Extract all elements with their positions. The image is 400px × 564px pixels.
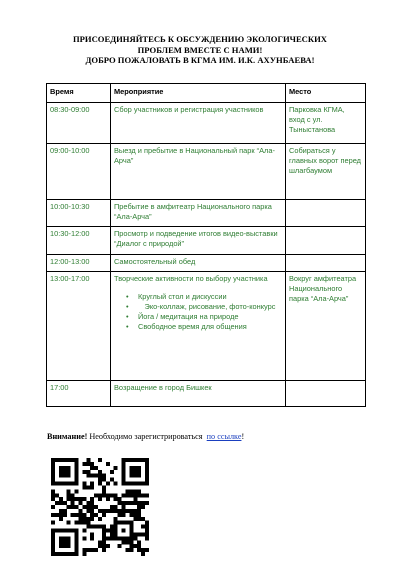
heading-line-1: ПРИСОЕДИНЯЙТЕСЬ К ОБСУЖДЕНИЮ ЭКОЛОГИЧЕСКИХ <box>72 34 328 44</box>
table-row <box>47 381 366 407</box>
notice-text: Необходимо зарегистрироваться <box>89 432 203 441</box>
table-row <box>47 144 366 200</box>
notice-label: Внимание! <box>47 432 88 441</box>
list-item: • Круглый стол и дискуссии <box>136 292 282 302</box>
qr-code-image <box>51 458 149 556</box>
row-event: Возращение в город Бишкек <box>111 381 286 407</box>
row-event <box>111 272 286 381</box>
row-time: 08:30-09:00 <box>47 103 111 144</box>
row-time: 17:00 <box>47 381 111 407</box>
row-time: 10:00-10:30 <box>47 200 111 227</box>
table-header-row <box>47 84 366 103</box>
row-time: 10:30-12:00 <box>47 227 111 255</box>
schedule-table <box>46 83 366 407</box>
row-place <box>286 381 366 407</box>
row-event: Просмотр и подведение итогов видео-выставки “Диалог с природой” <box>111 227 286 255</box>
row-time: 12:00-13:00 <box>47 255 111 272</box>
list-item: • Йога / медитация на природе <box>136 312 282 322</box>
row-event-text: Творческие активности по выбору участника <box>114 274 268 283</box>
header-place: Место <box>286 84 366 103</box>
list-item: • Эко-коллаж, рисование, фото-конкурс <box>136 302 282 312</box>
notice-end: ! <box>241 432 245 441</box>
row-event: Пребытие в амфитеатр Национального парка “Ала-Арча” <box>111 200 286 227</box>
row-place <box>286 200 366 227</box>
row-place <box>286 227 366 255</box>
table-row <box>47 272 366 381</box>
row-time: 13:00-17:00 <box>47 272 111 381</box>
heading-line-3: ДОБРО ПОЖАЛОВАТЬ В КГМА ИМ. И.К. АХУНБАЕВА! <box>85 55 315 65</box>
activities-list <box>114 292 282 332</box>
row-event: Выезд и пребытие в Национальный парк “Ала-Арча” <box>111 144 286 200</box>
header-time: Время <box>47 84 111 103</box>
row-place: Собираться у главных ворот перед шлагбаумом <box>286 144 366 200</box>
table-row <box>47 227 366 255</box>
row-time: 09:00-10:00 <box>47 144 111 200</box>
row-place <box>286 255 366 272</box>
heading-line-2: ПРОБЛЕМ ВМЕСТЕ С НАМИ! <box>137 44 263 55</box>
row-place: Вокруг амфитеатра Национального парка “Ала-Арча” <box>286 272 366 381</box>
row-event: Сбор участников и регистрация участников <box>111 103 286 144</box>
event-heading <box>30 34 370 66</box>
header-event: Мероприятие <box>111 84 286 103</box>
registration-notice <box>47 432 244 441</box>
list-item: • Свободное время для общения <box>136 322 282 332</box>
row-event: Самостоятельный обед <box>111 255 286 272</box>
row-place: Парковка КГМА, вход с ул. Тыныстанова <box>286 103 366 144</box>
table-row <box>47 255 366 272</box>
registration-link[interactable]: по ссылке <box>206 432 242 441</box>
table-row <box>47 103 366 144</box>
table-row <box>47 200 366 227</box>
